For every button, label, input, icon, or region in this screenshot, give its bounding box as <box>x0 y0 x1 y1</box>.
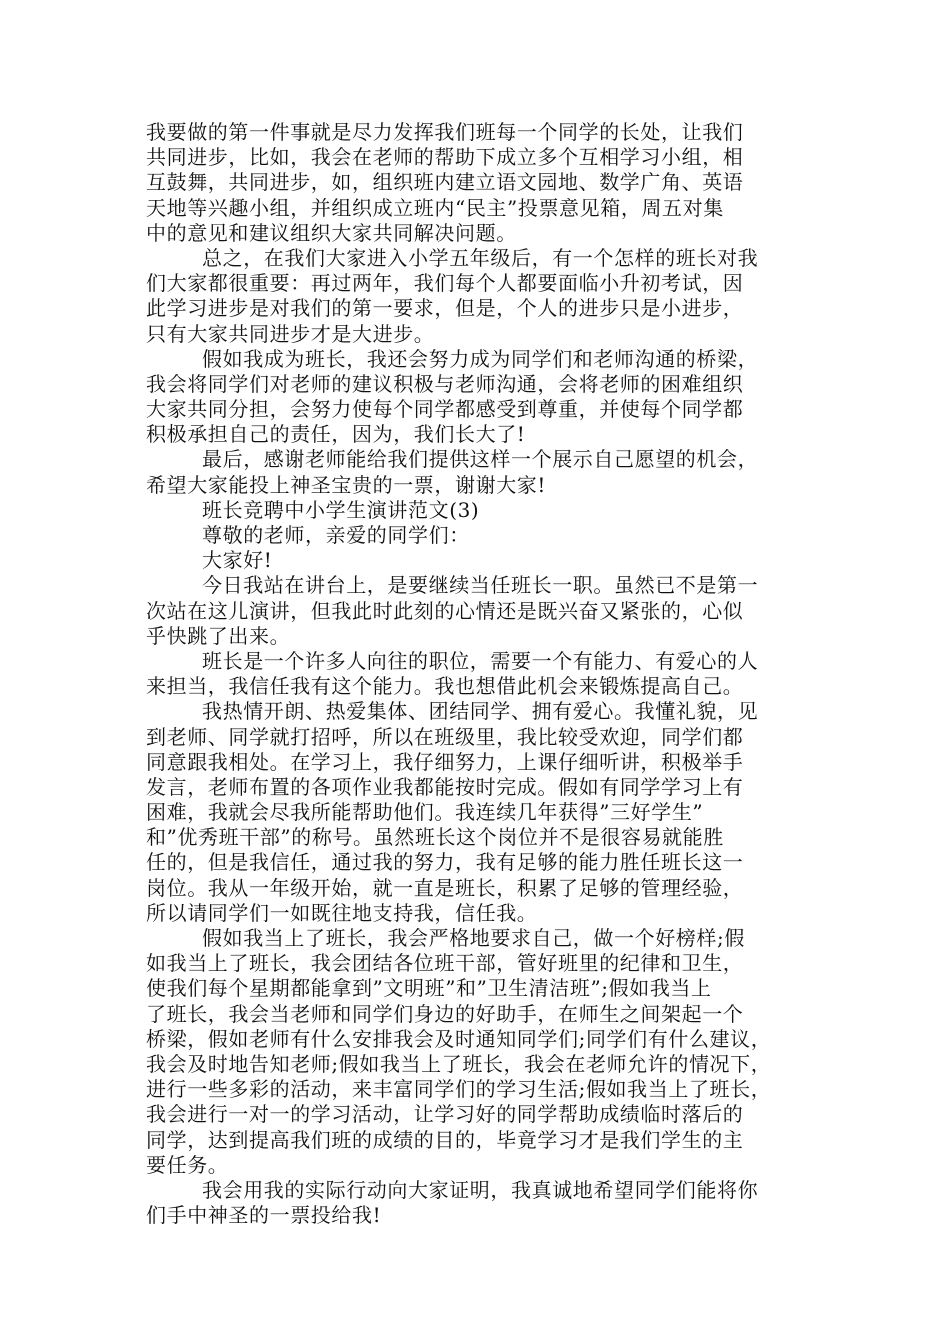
text-line: 最后，感谢老师能给我们提供这样一个展示自己愿望的机会， <box>202 447 759 472</box>
text-line: 只有大家共同进步才是大进步。 <box>146 321 435 346</box>
text-line: 困难，我就会尽我所能帮助他们。我连续几年获得”三好学生” <box>146 800 704 825</box>
text-line: 假如我成为班长，我还会努力成为同学们和老师沟通的桥梁， <box>202 346 759 371</box>
text-line: 假如我当上了班长，我会严格地要求自己，做一个好榜样;假 <box>202 926 745 950</box>
text-line: 我会及时地告知老师;假如我当上了班长，我会在老师允许的情况下， <box>146 1051 772 1076</box>
text-line: 班长竞聘中小学生演讲范文(3) <box>202 497 480 522</box>
text-line: 同学，达到提高我们班的成绩的目的，毕竟学习才是我们学生的主 <box>146 1127 744 1152</box>
text-line: 大家好! <box>202 548 273 573</box>
text-line: 来担当，我信任我有这个能力。我也想借此机会来锻炼提高自己。 <box>146 674 744 699</box>
text-line: 我会用我的实际行动向大家证明，我真诚地希望同学们能将你 <box>202 1177 759 1202</box>
text-line: 希望大家能投上神圣宝贵的一票，谢谢大家! <box>146 472 547 497</box>
text-line: 进行一些多彩的活动，来丰富同学们的学习生活;假如我当上了班长， <box>146 1077 772 1102</box>
text-line: 岗位。我从一年级开始，就一直是班长，积累了足够的管理经验， <box>146 875 744 900</box>
text-line: 共同进步，比如，我会在老师的帮助下成立多个互相学习小组，相 <box>146 145 744 170</box>
text-line: 我会将同学们对老师的建议积极与老师沟通，会将老师的困难组织 <box>146 371 744 396</box>
text-line: 此学习进步是对我们的第一要求，但是，个人的进步只是小进步， <box>146 296 744 321</box>
text-line: 我会进行一对一的学习活动，让学习好的同学帮助成绩临时落后的 <box>146 1102 744 1127</box>
text-line: 我热情开朗、热爱集体、团结同学、拥有爱心。我懂礼貌，见 <box>202 699 759 724</box>
text-line: 同意跟我相处。在学习上，我仔细努力，上课仔细听讲，积极举手 <box>146 749 744 774</box>
text-line: 我要做的第一件事就是尽力发挥我们班每一个同学的长处，让我们 <box>146 120 744 144</box>
text-line: 使我们每个星期都能拿到”文明班”和”卫生清洁班”;假如我当上 <box>146 976 712 1001</box>
text-line: 了班长，我会当老师和同学们身边的好助手，在师生之间架起一个 <box>146 1001 744 1026</box>
text-line: 班长是一个许多人向往的职位，需要一个有能力、有爱心的人 <box>202 648 759 673</box>
text-line: 和”优秀班干部”的称号。虽然班长这个岗位并不是很容易就能胜 <box>146 825 724 850</box>
text-line: 中的意见和建议组织大家共同解决问题。 <box>146 220 517 245</box>
text-line: 任的，但是我信任，通过我的努力，我有足够的能力胜任班长这一 <box>146 850 744 875</box>
text-line: 大家共同分担，会努力使每个同学都感受到尊重，并使每个同学都 <box>146 397 744 422</box>
text-line: 到老师、同学就打招呼，所以在班级里，我比较受欢迎，同学们都 <box>146 724 744 749</box>
text-line: 要任务。 <box>146 1152 229 1177</box>
text-line: 发言，老师布置的各项作业我都能按时完成。假如有同学学习上有 <box>146 774 744 799</box>
text-line: 互鼓舞，共同进步，如，组织班内建立语文园地、数学广角、英语 <box>146 170 744 195</box>
text-line: 总之，在我们大家进入小学五年级后，有一个怎样的班长对我 <box>202 245 759 270</box>
text-line: 桥梁，假如老师有什么安排我会及时通知同学们;同学们有什么建议， <box>146 1026 772 1051</box>
text-line: 今日我站在讲台上，是要继续当任班长一职。虽然已不是第一 <box>202 573 759 598</box>
document-body <box>146 120 814 1228</box>
text-line: 积极承担自己的责任，因为，我们长大了! <box>146 422 526 447</box>
text-line: 天地等兴趣小组，并组织成立班内“民主”投票意见箱，周五对集 <box>146 195 724 220</box>
text-line: 尊敬的老师，亲爱的同学们： <box>202 523 470 547</box>
text-line: 们手中神圣的一票投给我! <box>146 1203 382 1228</box>
text-line: 们大家都很重要：再过两年，我们每个人都要面临小升初考试，因 <box>146 271 744 296</box>
text-line: 次站在这儿演讲，但我此时此刻的心情还是既兴奋又紧张的，心似 <box>146 598 744 623</box>
text-line: 乎快跳了出来。 <box>146 623 291 648</box>
text-line: 所以请同学们一如既往地支持我，信任我。 <box>146 900 538 925</box>
text-line: 如我当上了班长，我会团结各位班干部，管好班里的纪律和卫生， <box>146 951 744 976</box>
